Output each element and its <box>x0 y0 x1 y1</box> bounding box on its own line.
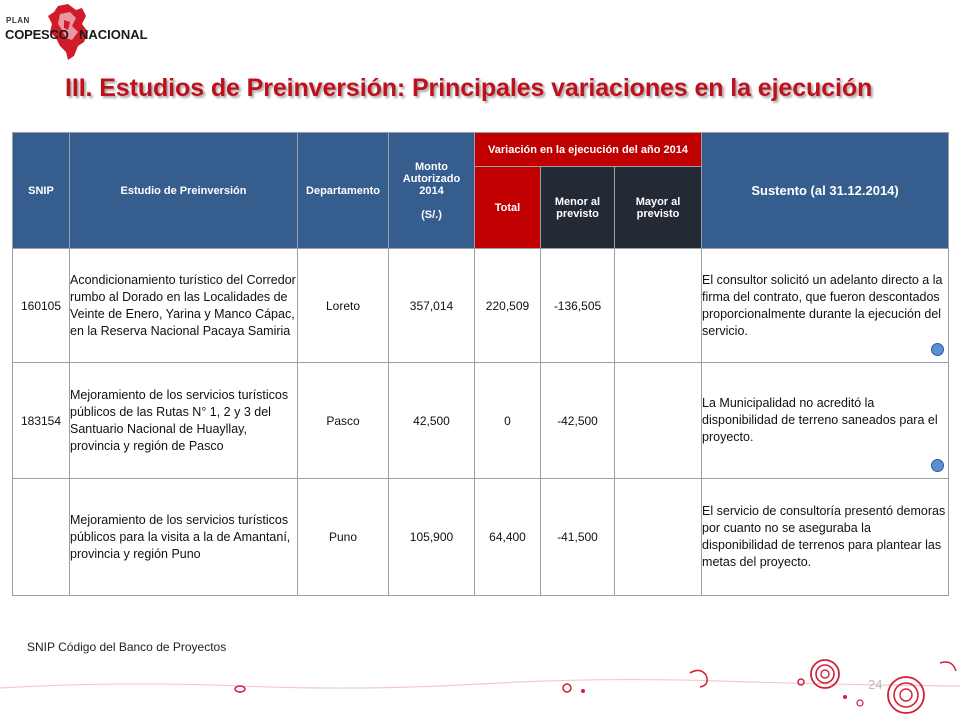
logo-nacional-text: NACIONAL <box>79 27 148 42</box>
cell-total: 0 <box>475 363 541 479</box>
cell-estudio: Acondicionamiento turístico del Corredor rumbo al Dorado en las Localidades de Veinte de Enero, Yarina y Manco Cápac, en la Reserva Nacional Pacaya Samiria <box>70 249 298 363</box>
circle-marker-icon <box>931 459 944 472</box>
logo-plan-text: PLAN <box>6 16 30 25</box>
circle-marker-icon <box>931 343 944 356</box>
header-monto <box>389 133 475 249</box>
logo-copesco-text: COPESCO <box>5 27 69 42</box>
cell-monto: 357,014 <box>389 249 475 363</box>
cell-menor: -136,505 <box>541 249 615 363</box>
cell-monto: 42,500 <box>389 363 475 479</box>
header-row-1 <box>13 133 949 167</box>
cell-sustento <box>702 363 949 479</box>
cell-estudio: Mejoramiento de los servicios turísticos públicos para la visita a la de Amantaní, provincia y región Puno <box>70 479 298 596</box>
cell-mayor <box>615 479 702 596</box>
cell-departamento: Pasco <box>298 363 389 479</box>
header-menor: Menor al previsto <box>541 167 615 249</box>
cell-total: 64,400 <box>475 479 541 596</box>
header-estudio: Estudio de Preinversión <box>70 133 298 249</box>
cell-menor: -41,500 <box>541 479 615 596</box>
table-row <box>13 479 949 596</box>
cell-departamento: Puno <box>298 479 389 596</box>
header-departamento: Departamento <box>298 133 389 249</box>
cell-menor: -42,500 <box>541 363 615 479</box>
header-monto-label: Monto Autorizado 2014 <box>402 160 461 197</box>
cell-snip <box>13 479 70 596</box>
page-title: III. Estudios de Preinversión: Principales variaciones en la ejecución <box>65 74 873 102</box>
cell-departamento: Loreto <box>298 249 389 363</box>
decorative-swirl-border <box>0 655 960 720</box>
cell-mayor <box>615 249 702 363</box>
header-monto-unit: (S/.) <box>421 208 442 221</box>
header-snip: SNIP <box>13 133 70 249</box>
header-mayor: Mayor al previsto <box>615 167 702 249</box>
plan-copesco-logo <box>2 0 162 64</box>
footnote: SNIP Código del Banco de Proyectos <box>27 640 227 654</box>
preinversion-table <box>12 132 949 596</box>
cell-estudio: Mejoramiento de los servicios turísticos públicos de las Rutas N° 1, 2 y 3 del Santuario Nacional de Huayllay, provincia y región de Pasco <box>70 363 298 479</box>
sustento-text: La Municipalidad no acreditó la disponibilidad de terreno saneados para el proyecto. <box>702 396 938 444</box>
header-sustento: Sustento (al 31.12.2014) <box>702 133 949 249</box>
header-variacion: Variación en la ejecución del año 2014 <box>475 133 702 167</box>
cell-mayor <box>615 363 702 479</box>
table-row <box>13 249 949 363</box>
cell-sustento: El servicio de consultoría presentó demoras por cuanto no se aseguraba la disponibilidad de terrenos para plantear las metas del proyecto. <box>702 479 949 596</box>
cell-snip: 183154 <box>13 363 70 479</box>
table-row <box>13 363 949 479</box>
sustento-text: El consultor solicitó un adelanto directo a la firma del contrato, que fueron descontados proporcionalmente durante la ejecución del servicio. <box>702 272 943 338</box>
header-total: Total <box>475 167 541 249</box>
cell-snip: 160105 <box>13 249 70 363</box>
cell-sustento <box>702 249 949 363</box>
cell-monto: 105,900 <box>389 479 475 596</box>
cell-total: 220,509 <box>475 249 541 363</box>
page-number: 24 <box>868 677 883 692</box>
